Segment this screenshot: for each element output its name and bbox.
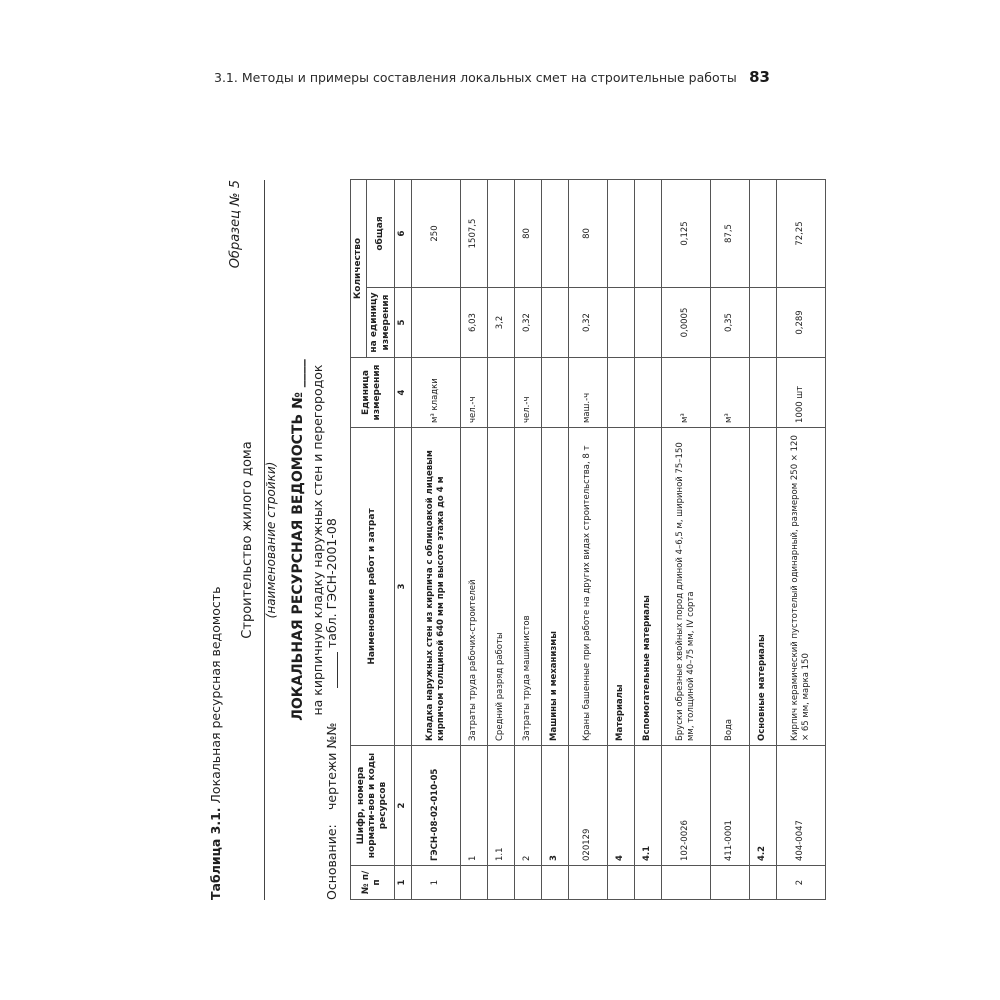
cell-unit: м³ кладки xyxy=(411,358,460,428)
cell-unit: чел.-ч xyxy=(460,358,487,428)
rotated-page-content xyxy=(206,180,811,900)
cell-unit xyxy=(749,358,776,428)
column-number: 4 xyxy=(394,358,411,428)
cell-num xyxy=(487,866,514,900)
cell-total: 80 xyxy=(568,180,607,288)
cell-code: 102-0026 xyxy=(661,746,710,866)
basis-label: Основание: xyxy=(324,824,339,900)
cell-num: 1 xyxy=(411,866,460,900)
cell-total: 72,25 xyxy=(776,180,825,288)
running-header xyxy=(214,68,770,90)
column-number: 6 xyxy=(394,180,411,288)
cell-num xyxy=(568,866,607,900)
cell-name: Вода xyxy=(710,428,749,746)
table-row xyxy=(411,180,460,900)
table-row xyxy=(634,180,661,900)
section-title: 3.1. Методы и примеры составления локальных смет на строительные работы xyxy=(214,70,737,85)
cell-per-unit: 0,289 xyxy=(776,288,825,358)
table-row xyxy=(487,180,514,900)
table-row xyxy=(460,180,487,900)
cell-per-unit xyxy=(607,288,634,358)
construction-note: (наименование стройки) xyxy=(264,461,278,619)
column-number: 5 xyxy=(394,288,411,358)
cell-num xyxy=(541,866,568,900)
cell-per-unit: 0,32 xyxy=(514,288,541,358)
cell-per-unit xyxy=(749,288,776,358)
column-number: 2 xyxy=(394,746,411,866)
header-quantity: Количество xyxy=(351,180,367,358)
cell-code: 4.2 xyxy=(749,746,776,866)
header-code: Шифр, номера нормати-вов и коды ресурсов xyxy=(351,746,395,866)
cell-unit: маш.-ч xyxy=(568,358,607,428)
table-caption xyxy=(208,587,223,900)
cell-unit xyxy=(634,358,661,428)
drawings-label: чертежи №№ xyxy=(324,722,339,810)
cell-per-unit: 0,0005 xyxy=(661,288,710,358)
cell-unit: м³ xyxy=(661,358,710,428)
cell-code: 1 xyxy=(460,746,487,866)
cell-per-unit: 0,35 xyxy=(710,288,749,358)
cell-num xyxy=(607,866,634,900)
cell-total xyxy=(749,180,776,288)
cell-unit xyxy=(541,358,568,428)
sample-label: Образец № 5 xyxy=(228,180,243,269)
cell-unit xyxy=(487,358,514,428)
cell-code: 020129 xyxy=(568,746,607,866)
cell-name: Краны башенные при работе на других видах строительства, 8 т xyxy=(568,428,607,746)
cell-total: 250 xyxy=(411,180,460,288)
basis-line xyxy=(324,180,344,900)
document-title: ЛОКАЛЬНАЯ РЕСУРСНАЯ ВЕДОМОСТЬ № ____ xyxy=(290,359,306,721)
cell-num xyxy=(749,866,776,900)
document-subtitle: на кирпичную кладку наружных стен и перегородок xyxy=(310,364,325,716)
table-row xyxy=(749,180,776,900)
cell-total: 1507,5 xyxy=(460,180,487,288)
cell-total xyxy=(487,180,514,288)
cell-name: Машины и механизмы xyxy=(541,428,568,746)
drawings-blank-line xyxy=(337,652,338,688)
cell-code: 404-0047 xyxy=(776,746,825,866)
header-num: № п/п xyxy=(351,866,395,900)
cell-num xyxy=(514,866,541,900)
cell-num xyxy=(710,866,749,900)
cell-name: Затраты труда рабочих-строителей xyxy=(460,428,487,746)
cell-total xyxy=(607,180,634,288)
cell-unit: м³ xyxy=(710,358,749,428)
cell-name: Вспомогательные материалы xyxy=(634,428,661,746)
construction-name: Строительство жилого дома xyxy=(240,441,255,639)
cell-unit: чел.-ч xyxy=(514,358,541,428)
cell-per-unit xyxy=(411,288,460,358)
cell-code: 3 xyxy=(541,746,568,866)
cell-num xyxy=(634,866,661,900)
page-number: 83 xyxy=(749,68,770,86)
cell-num: 2 xyxy=(776,866,825,900)
cell-code: 4 xyxy=(607,746,634,866)
cell-unit: 1000 шт xyxy=(776,358,825,428)
table-row xyxy=(541,180,568,900)
cell-total xyxy=(634,180,661,288)
cell-name: Материалы xyxy=(607,428,634,746)
table-row xyxy=(607,180,634,900)
cell-per-unit: 0,32 xyxy=(568,288,607,358)
cell-name: Кладка наружных стен из кирпича с облицовкой лицевым кирпичом толщиной 640 мм при высоте этажа до 4 м xyxy=(411,428,460,746)
caption-label: Таблица 3.1. xyxy=(208,807,223,900)
cell-num xyxy=(460,866,487,900)
cell-per-unit: 3,2 xyxy=(487,288,514,358)
cell-name: Средний разряд работы xyxy=(487,428,514,746)
column-number: 3 xyxy=(394,428,411,746)
caption-text: Локальная ресурсная ведомость xyxy=(208,586,223,808)
table-row xyxy=(661,180,710,900)
cell-name: Кирпич керамический пустотелый одинарный, размером 250 × 120 × 65 мм, марка 150 xyxy=(776,428,825,746)
header-per-unit: на единицу измерения xyxy=(367,288,395,358)
column-number: 1 xyxy=(394,866,411,900)
cell-code: 411-0001 xyxy=(710,746,749,866)
cell-per-unit xyxy=(634,288,661,358)
cell-total xyxy=(541,180,568,288)
cell-total: 0,125 xyxy=(661,180,710,288)
cell-name: Затраты труда машинистов xyxy=(514,428,541,746)
cell-total: 87,5 xyxy=(710,180,749,288)
table-row xyxy=(568,180,607,900)
table-reference: табл. ГЭСН-2001-08 xyxy=(324,518,339,648)
cell-unit xyxy=(607,358,634,428)
resource-table xyxy=(350,179,826,900)
cell-code: 4.1 xyxy=(634,746,661,866)
cell-num xyxy=(661,866,710,900)
cell-code: 1.1 xyxy=(487,746,514,866)
header-total: общая xyxy=(367,180,395,288)
cell-per-unit: 6,03 xyxy=(460,288,487,358)
cell-code: ГЭСН-08-02-010-05 xyxy=(411,746,460,866)
cell-code: 2 xyxy=(514,746,541,866)
cell-per-unit xyxy=(541,288,568,358)
header-unit: Единица измерения xyxy=(351,358,395,428)
cell-total: 80 xyxy=(514,180,541,288)
cell-name: Основные материалы xyxy=(749,428,776,746)
table-row xyxy=(776,180,825,900)
resource-table-wrapper xyxy=(350,180,826,900)
table-row xyxy=(710,180,749,900)
table-row xyxy=(514,180,541,900)
header-name: Наименование работ и затрат xyxy=(351,428,395,746)
cell-name: Бруски обрезные хвойных пород длиной 4–6,5 м, шириной 75–150 мм, толщиной 40–75 мм, IV сорта xyxy=(661,428,710,746)
column-number-row xyxy=(394,180,411,900)
